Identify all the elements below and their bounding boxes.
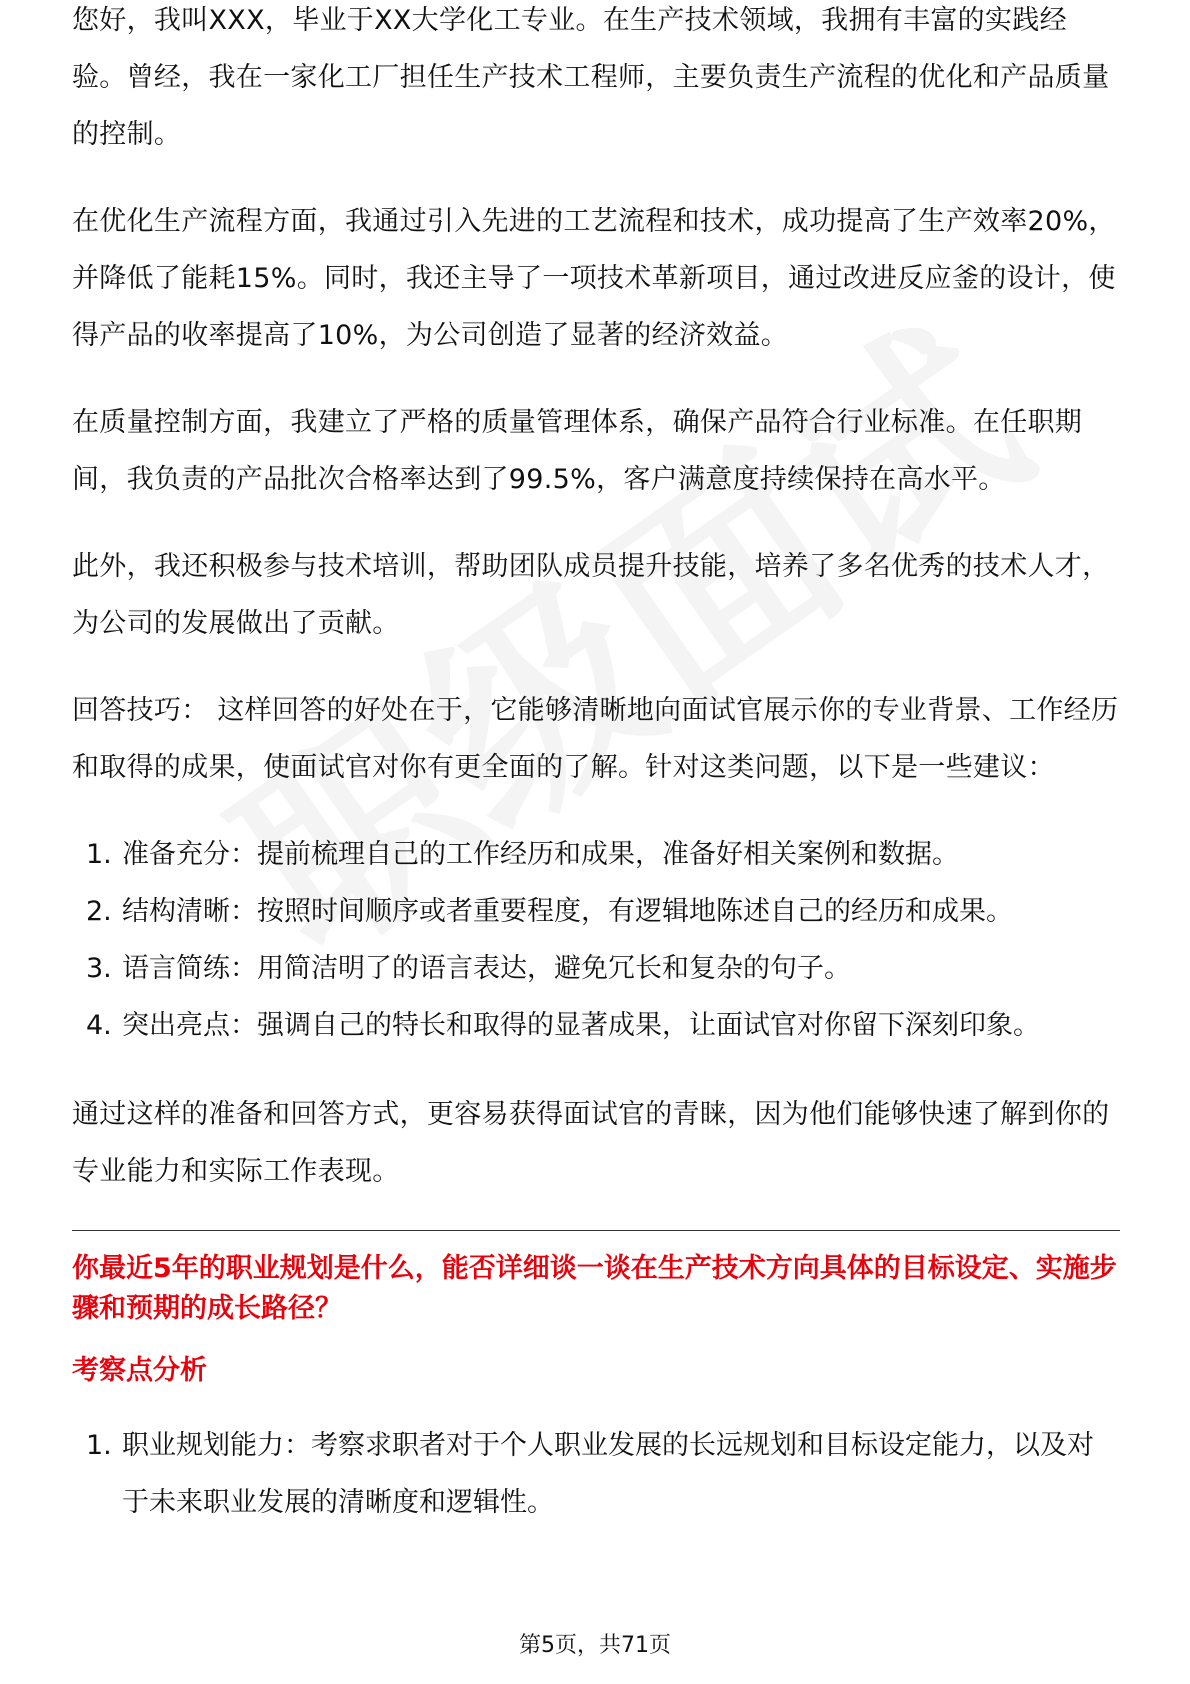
list-number: 3. <box>86 953 112 984</box>
tips-list <box>72 826 1120 1054</box>
list-item-text: 职业规划能力：考察求职者对于个人职业发展的长远规划和目标设定能力，以及对于未来职业发展的清晰度和逻辑性。 <box>122 1430 1094 1518</box>
question-heading: 你最近5年的职业规划是什么，能否详细谈一谈在生产技术方向具体的目标设定、实施步骤和预期的成长路径？ <box>72 1253 1117 1324</box>
analysis-heading: 考察点分析 <box>72 1355 207 1386</box>
intro-paragraph: 您好，我叫XXX，毕业于XX大学化工专业。在生产技术领域，我拥有丰富的实践经验。曾经，我在一家化工厂担任生产技术工程师，主要负责生产流程的优化和产品质量的控制。 <box>72 5 1110 150</box>
list-item <box>72 997 1120 1054</box>
training-paragraph: 此外，我还积极参与技术培训，帮助团队成员提升技能，培养了多名优秀的技术人才，为公司的发展做出了贡献。 <box>72 551 1110 639</box>
list-item <box>72 883 1120 940</box>
list-item-text: 突出亮点：强调自己的特长和取得的显著成果，让面试官对你留下深刻印象。 <box>122 1010 1040 1041</box>
process-optimization-paragraph: 在优化生产流程方面，我通过引入先进的工艺流程和技术，成功提高了生产效率20%，并降低了能耗15%。同时，我还主导了一项技术革新项目，通过改进反应釜的设计，使得产品的收率提高了10%，为公司创造了显著的经济效益。 <box>72 206 1116 351</box>
list-number: 1. <box>86 839 112 870</box>
answer-tips-paragraph: 回答技巧： 这样回答的好处在于，它能够清晰地向面试官展示你的专业背景、工作经历和取得的成果，使面试官对你有更全面的了解。针对这类问题，以下是一些建议： <box>72 695 1119 783</box>
closing-paragraph: 通过这样的准备和回答方式，更容易获得面试官的青睐，因为他们能够快速了解到你的专业能力和实际工作表现。 <box>72 1099 1110 1187</box>
list-item-text: 结构清晰：按照时间顺序或者重要程度，有逻辑地陈述自己的经历和成果。 <box>122 896 1013 927</box>
page-footer: 第5页，共71页 <box>519 1633 671 1658</box>
list-item-text: 准备充分：提前梳理自己的工作经历和成果，准备好相关案例和数据。 <box>122 839 959 870</box>
page-content <box>72 5 1120 1531</box>
list-number: 1. <box>86 1430 112 1461</box>
list-item-text: 语言简练：用简洁明了的语言表达，避免冗长和复杂的句子。 <box>122 953 851 984</box>
list-item <box>72 1417 1120 1531</box>
quality-control-paragraph: 在质量控制方面，我建立了严格的质量管理体系，确保产品符合行业标准。在任职期间，我负责的产品批次合格率达到了99.5%，客户满意度持续保持在高水平。 <box>72 407 1083 495</box>
list-number: 4. <box>86 1010 112 1041</box>
analysis-list <box>72 1417 1120 1531</box>
list-number: 2. <box>86 896 112 927</box>
list-item <box>72 940 1120 997</box>
list-item <box>72 826 1120 883</box>
section-divider <box>72 1230 1120 1231</box>
